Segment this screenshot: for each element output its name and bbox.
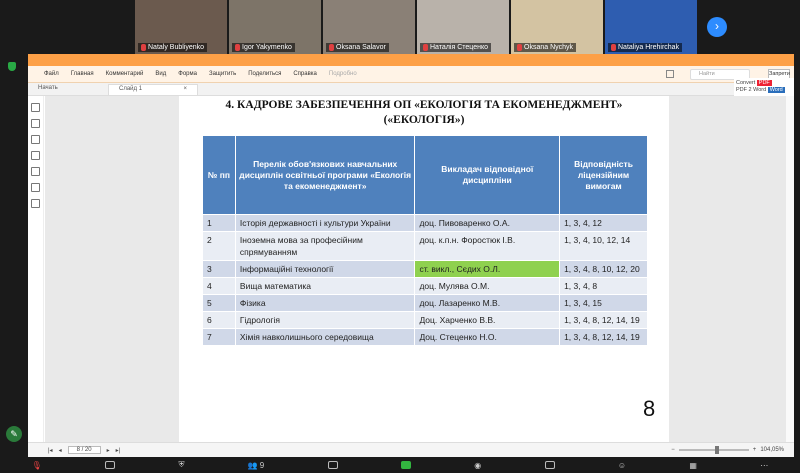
document-viewport[interactable] xyxy=(45,96,794,442)
cell-teacher: доц. Лазаренко М.В. xyxy=(415,295,560,312)
cell-requirements: 1, 3, 4, 8, 12, 14, 19 xyxy=(560,329,648,346)
mic-muted-icon xyxy=(329,44,334,51)
cell-subject: Фізика xyxy=(235,295,415,312)
pages-icon[interactable] xyxy=(31,119,40,128)
menu-home[interactable]: Главная xyxy=(70,71,94,77)
slide-title xyxy=(179,98,669,128)
apps-icon[interactable]: ▦ xyxy=(689,460,697,470)
zoom-control xyxy=(671,447,784,453)
menu-file[interactable]: Файл xyxy=(44,71,59,77)
word-tag: Word xyxy=(769,87,783,93)
convert-label: Convert xyxy=(736,80,756,86)
slide-page xyxy=(179,96,669,442)
staffing-table xyxy=(202,135,648,346)
cell-requirements: 1, 3, 4, 8, 12, 14, 19 xyxy=(560,312,648,329)
cell-subject: Історія державності і культури України xyxy=(235,215,415,232)
menu-form[interactable]: Форма xyxy=(178,71,197,77)
menu-comment[interactable]: Комментарий xyxy=(105,71,144,77)
zoom-level[interactable]: 104,05% xyxy=(760,447,784,453)
participant-tile[interactable] xyxy=(511,0,603,54)
participant-tile[interactable] xyxy=(323,0,415,54)
participants-count: 9 xyxy=(259,460,265,470)
tab-row xyxy=(28,83,794,96)
menu-more[interactable]: Подробно xyxy=(328,71,357,77)
share-screen-icon[interactable] xyxy=(401,461,411,469)
cell-teacher: доц. Мулява О.М. xyxy=(415,278,560,295)
convert-label-2: PDF 2 Word xyxy=(736,87,767,93)
cell-requirements: 1, 3, 4, 8, 10, 12, 20 xyxy=(560,261,648,278)
pdf-tag: PDF xyxy=(758,80,770,86)
participants-button[interactable]: 👥 9 xyxy=(247,460,265,470)
tab-slide[interactable] xyxy=(108,84,198,95)
left-toolbar xyxy=(28,96,44,442)
captions-icon[interactable] xyxy=(545,461,555,469)
reactions-icon[interactable]: ☺ xyxy=(617,460,627,470)
lock-icon[interactable] xyxy=(31,183,40,192)
cell-subject: Хімія навколишнього середовища xyxy=(235,329,415,346)
participant-name: Наталія Стеценко xyxy=(430,44,488,51)
attachment-icon[interactable] xyxy=(31,167,40,176)
table-header-row xyxy=(203,136,648,215)
menu-help[interactable]: Справка xyxy=(293,71,317,77)
cell-requirements: 1, 3, 4, 12 xyxy=(560,215,648,232)
layout-icon[interactable] xyxy=(666,70,674,78)
participant-tile[interactable] xyxy=(135,0,227,54)
cell-number: 5 xyxy=(203,295,236,312)
participant-name: Nataliya Hrehirchak xyxy=(618,44,680,51)
status-bar xyxy=(28,442,794,457)
meeting-toolbar xyxy=(0,457,800,473)
table-row xyxy=(203,261,648,278)
cell-subject: Гідрологія xyxy=(235,312,415,329)
close-panel-button[interactable]: Запрети xyxy=(769,71,790,77)
cell-subject: Інформаційні технології xyxy=(235,261,415,278)
cell-teacher-highlighted: ст. викл., Сєдих О.Л. xyxy=(415,261,560,278)
cell-subject: Вища математика xyxy=(235,278,415,295)
signature-icon[interactable] xyxy=(31,199,40,208)
slide-title-line-2: («ЕКОЛОГІЯ») xyxy=(383,114,465,126)
close-tab-icon[interactable]: × xyxy=(183,86,187,92)
cell-requirements: 1, 3, 4, 15 xyxy=(560,295,648,312)
first-page-icon[interactable]: |◂ xyxy=(48,447,53,454)
table-row xyxy=(203,329,648,346)
participant-name: Nataly Bubliyenko xyxy=(148,44,205,51)
security-shield-icon xyxy=(8,62,16,71)
last-page-icon[interactable]: ▸| xyxy=(115,447,121,454)
cell-number: 6 xyxy=(203,312,236,329)
participant-tile[interactable] xyxy=(229,0,321,54)
cell-teacher: Доц. Стеценко Н.О. xyxy=(415,329,560,346)
bookmark-icon[interactable] xyxy=(31,103,40,112)
next-page-icon[interactable]: ▸ xyxy=(106,447,110,454)
chat-icon[interactable] xyxy=(328,461,338,469)
menu-share[interactable]: Поделиться xyxy=(248,71,282,77)
zoom-in-icon[interactable]: + xyxy=(752,447,757,453)
table-row xyxy=(203,215,648,232)
slide-page-number: 8 xyxy=(643,396,656,421)
participant-name: Oksana Salavor xyxy=(336,44,386,51)
menu-protect[interactable]: Защитить xyxy=(208,71,237,77)
table-row xyxy=(203,312,648,329)
security-icon[interactable]: ⛨ xyxy=(178,460,185,469)
tab-slide-label: Слайд 1 xyxy=(119,86,143,92)
header-teacher: Викладач відповідної дисципліни xyxy=(415,136,560,215)
table-row xyxy=(203,232,648,261)
menu-view[interactable]: Вид xyxy=(155,71,167,77)
zoom-slider[interactable] xyxy=(679,449,749,451)
mic-muted-icon xyxy=(611,44,616,51)
cell-subject: Іноземна мова за професійним спрямуванням xyxy=(235,232,415,261)
participant-name: Igor Yakymenko xyxy=(242,44,292,51)
cell-teacher: Доц. Харченко В.В. xyxy=(415,312,560,329)
menu-bar xyxy=(28,66,794,83)
cell-number: 7 xyxy=(203,329,236,346)
header-subject: Перелік обов'язкових навчальних дисциплін освітньої програми «Екологія та екоменеджмент» xyxy=(235,136,415,215)
cell-number: 1 xyxy=(203,215,236,232)
cell-teacher: доц. к.п.н. Форостюк І.В. xyxy=(415,232,560,261)
cell-requirements: 1, 3, 4, 10, 12, 14 xyxy=(560,232,648,261)
video-camera-icon[interactable] xyxy=(105,461,115,469)
header-requirements: Відповідність ліцензійним вимогам xyxy=(560,136,648,215)
mic-muted-icon xyxy=(235,44,240,51)
mic-muted-icon xyxy=(423,44,428,51)
table-row xyxy=(203,278,648,295)
zoom-slider-knob[interactable] xyxy=(715,446,719,454)
record-icon[interactable]: ◉ xyxy=(474,460,482,470)
table-row xyxy=(203,295,648,312)
cell-number: 4 xyxy=(203,278,236,295)
pdf-viewer-window xyxy=(28,54,794,457)
page-indicator[interactable]: 8 / 20 xyxy=(68,446,101,454)
participant-tile[interactable] xyxy=(417,0,509,54)
cell-teacher: доц. Пивоваренко О.А. xyxy=(415,215,560,232)
prev-page-icon[interactable]: ◂ xyxy=(58,447,62,454)
title-bar xyxy=(28,54,794,66)
slide-title-line-1: 4. КАДРОВЕ ЗАБЕЗПЕЧЕННЯ ОП «ЕКОЛОГІЯ ТА ЕКОМЕНЕДЖМЕНТ» xyxy=(225,99,623,111)
annotate-pen-icon[interactable]: ✎ xyxy=(6,426,22,442)
vertical-scrollbar[interactable] xyxy=(786,96,794,442)
participants-strip xyxy=(0,0,800,54)
mic-muted-icon xyxy=(517,44,522,51)
tab-start[interactable]: Начать xyxy=(38,85,58,91)
next-participants-button[interactable]: › xyxy=(707,17,727,37)
more-icon[interactable]: ⋯ xyxy=(760,460,769,470)
microphone-muted-icon[interactable]: 🎙 xyxy=(31,460,42,470)
header-number: № пп xyxy=(203,136,236,215)
participant-tile[interactable] xyxy=(605,0,697,54)
cell-requirements: 1, 3, 4, 8 xyxy=(560,278,648,295)
zoom-out-icon[interactable]: − xyxy=(671,447,675,453)
layers-icon[interactable] xyxy=(31,151,40,160)
cell-number: 3 xyxy=(203,261,236,278)
comment-icon[interactable] xyxy=(31,135,40,144)
participant-name: Oksana Nychyk xyxy=(524,44,574,51)
search-input[interactable]: Найти xyxy=(690,69,750,80)
cell-number: 2 xyxy=(203,232,236,261)
mic-muted-icon xyxy=(141,44,146,51)
